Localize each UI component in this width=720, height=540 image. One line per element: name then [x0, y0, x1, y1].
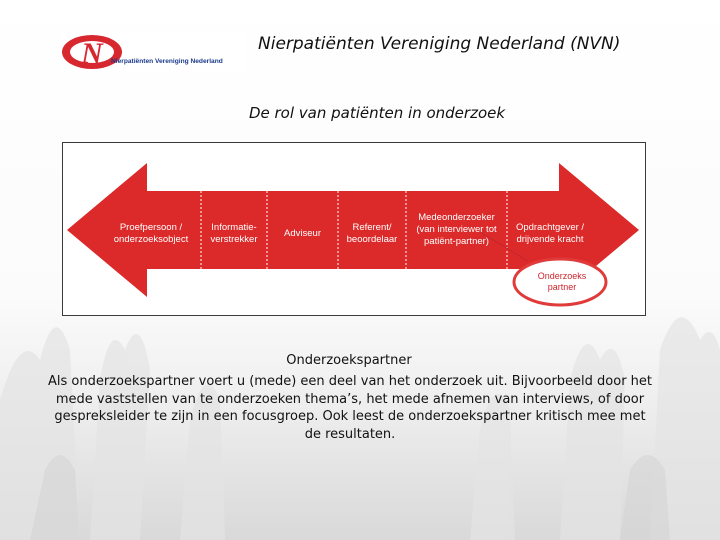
stage-proefpersoon: Proefpersoon / onderzoeksobject: [113, 222, 189, 245]
callout-onderzoekspartner: Onderzoeks partner: [537, 271, 587, 292]
stage-adviseur: Adviseur: [284, 228, 321, 239]
stage-opdrachtgever: Opdrachtgever / drijvende kracht: [515, 222, 585, 245]
stage-medeonderzoeker: Medeonderzoeker (van interviewer tot patiënt-partner): [416, 212, 497, 247]
logo-letter: N: [81, 37, 103, 70]
page-subtitle: De rol van patiënten in onderzoek: [248, 104, 506, 122]
description-title: Onderzoekspartner: [286, 353, 412, 368]
description-body: Als onderzoekspartner voert u (mede) een deel van het onderzoek uit. Bijvoorbeeld door het mede vaststellen van te onderzoeken thema’s, het mede afnemen van interviews, of door gespreksleider te zijn in een focusgroep. Ook leest de onderzoekspartner kritisch mee met de resultaten.: [47, 374, 653, 442]
header-title: Nierpatiënten Vereniging Nederland (NVN): [258, 34, 621, 54]
stage-informatieverstrekker: Informatie-verstrekker: [210, 222, 258, 245]
nvn-logo: [61, 33, 246, 71]
logo-text: Nierpatiënten Vereniging Nederland: [111, 58, 223, 65]
stage-referent: Referent/ beoordelaar: [346, 222, 398, 245]
roles-diagram: [62, 142, 646, 316]
